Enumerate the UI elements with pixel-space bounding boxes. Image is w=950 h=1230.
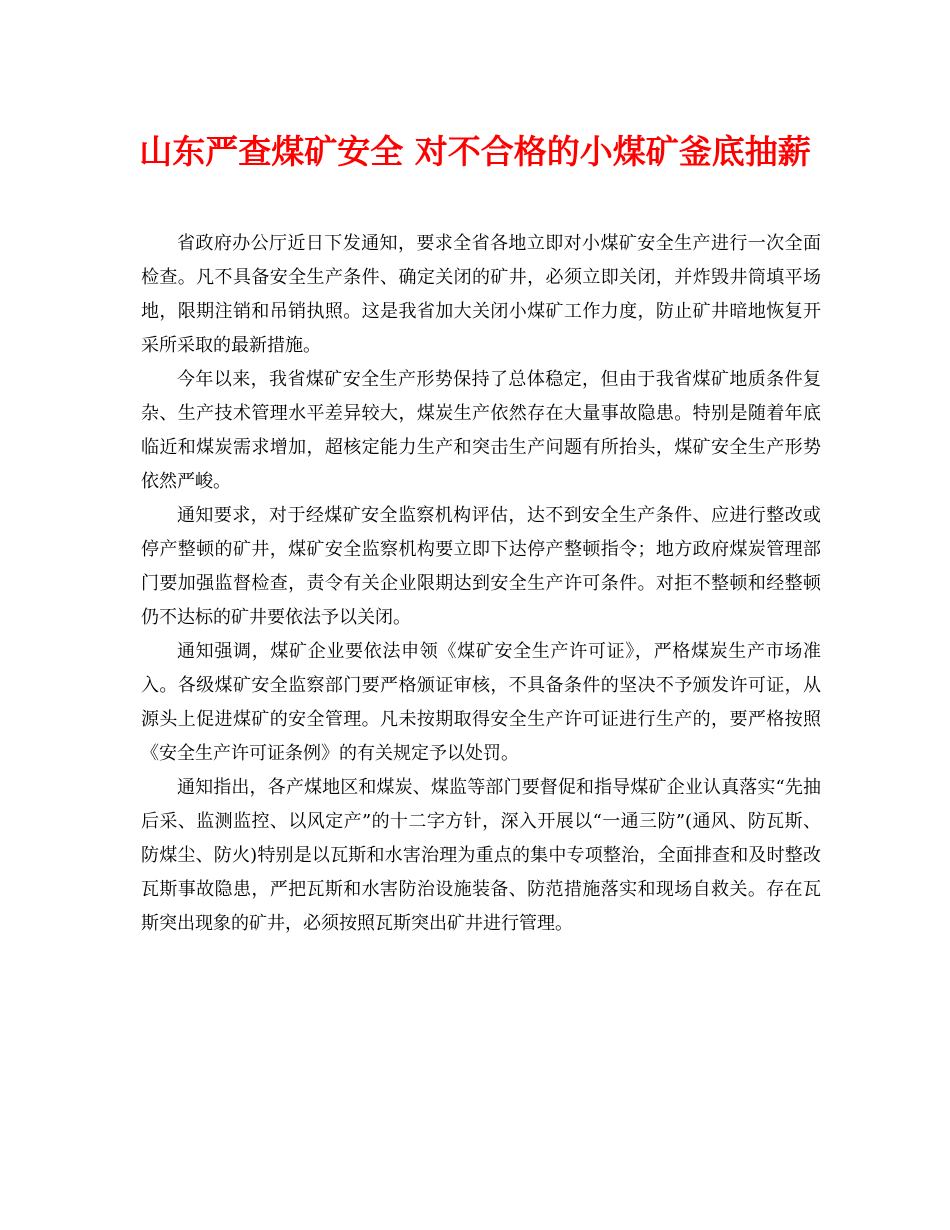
document-title: 山东严查煤矿安全 对不合格的小煤矿釜底抽薪 xyxy=(139,132,811,171)
paragraph-5: 通知指出，各产煤地区和煤炭、煤监等部门要督促和指导煤矿企业认真落实“先抽后采、监测监控、以风定产”的十二字方针，深入开展以“一通三防”(通风、防瓦斯、防煤尘、防火)特别是以瓦斯和水害治理为重点的集中专项整治，全面排查和及时整改瓦斯事故隐患，严把瓦斯和水害防治设施装备、防范措施落实和现场自救关。存在瓦斯突出现象的矿井，必须按照瓦斯突出矿井进行管理。 xyxy=(141,777,821,934)
paragraph-2: 今年以来，我省煤矿安全生产形势保持了总体稳定，但由于我省煤矿地质条件复杂、生产技术管理水平差异较大，煤炭生产依然存在大量事故隐患。特别是随着年底临近和煤炭需求增加，超核定能力生产和突击生产问题有所抬头，煤矿安全生产形势依然严峻。 xyxy=(141,369,821,492)
paragraph-4: 通知强调，煤矿企业要依法申领《煤矿安全生产许可证》，严格煤炭生产市场准入。各级煤矿安全监察部门要严格颁证审核，不具备条件的坚决不予颁发许可证，从源头上促进煤矿的安全管理。凡未按期取得安全生产许可证进行生产的，要严格按照《安全生产许可证条例》的有关规定予以处罚。 xyxy=(141,641,821,764)
paragraph-1: 省政府办公厅近日下发通知，要求全省各地立即对小煤矿安全生产进行一次全面检查。凡不具备安全生产条件、确定关闭的矿井，必须立即关闭，并炸毁井筒填平场地，限期注销和吊销执照。这是我省加大关闭小煤矿工作力度，防止矿井暗地恢复开采所采取的最新措施。 xyxy=(141,233,821,356)
document-body xyxy=(141,227,821,941)
paragraph-3: 通知要求，对于经煤矿安全监察机构评估，达不到安全生产条件、应进行整改或停产整顿的矿井，煤矿安全监察机构要立即下达停产整顿指令；地方政府煤炭管理部门要加强监督检查，责令有关企业限期达到安全生产许可条件。对拒不整顿和经整顿仍不达标的矿井要依法予以关闭。 xyxy=(141,505,821,628)
